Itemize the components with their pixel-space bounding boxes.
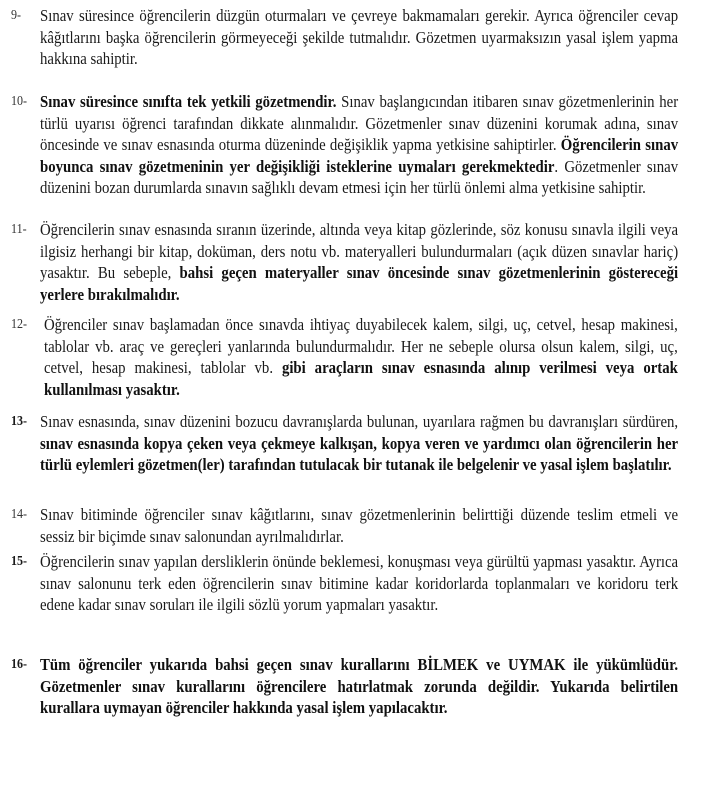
rule-number: 10- (11, 94, 28, 109)
rule-number: 11- (11, 222, 27, 237)
rule-text-bold: Tüm öğrenciler yukarıda bahsi geçen sınav kurallarını BİLMEK ve UYMAK ile yükümlüdür. Gözetmenler sınav kurallarını öğrencilere hatırlatmak zorunda değildir. Yukarıda belirtilen kurallara uymayan öğrenciler hakkında yasal işlem yapılacaktır. (40, 655, 679, 718)
rule-text-regular: Sınav bitiminde öğrenciler sınav kâğıtlarını, sınav gözetmenlerinin belirttiği düzende teslim etmeli ve sessiz bir biçimde sınav salonundan ayrılmalıdırlar. (40, 505, 679, 546)
rule-number: 9- (11, 8, 22, 23)
rule-text (40, 654, 678, 719)
rule-text-bold: gibi araçların sınav esnasında alınıp verilmesi veya ortak kullanılması yasaktır. (44, 358, 678, 399)
rule-number: 15- (11, 554, 28, 569)
rule-text-regular: . Gözetmenler sınav düzenini bozan durumlarda sınavın sağlıklı devam etmesi için her türlü önlemi alma yetkisine sahiptir. (40, 156, 679, 198)
rule-text-bold: sınav esnasında kopya çeken veya çekmeye kalkışan, kopya veren ve yardımcı olan öğrencilerin her türlü eylemleri gözetmen(ler) tarafından tutulacak bir tutanak ile belgelenir ve yasal işlem başlatılır. (40, 433, 679, 475)
rule-text (40, 219, 678, 305)
rule-text-regular: Sınav süresince öğrencilerin düzgün oturmaları ve çevreye bakmamaları gerekir. Ayrıca öğrenciler cevap kâğıtlarını başka öğrencilerin görmeyeceği şekilde tutmalıdır. Gözetmen uyarmaksızın yasal işlem yapma hakkına sahiptir. (40, 6, 679, 69)
rule-text (40, 5, 678, 70)
rule-text-bold: Sınav süresince sınıfta tek yetkili gözetmendir. (40, 92, 337, 111)
rule-text (44, 314, 678, 400)
rule-text-regular: Öğrencilerin sınav yapılan dersliklerin önünde beklemesi, konuşması veya gürültü yapması yasaktır. Ayrıca sınav salonunu terk eden öğrencilerin sınav bitimine kadar koridorlarda toplanmaları ve koridoru terk edene kadar sınav soruları ile ilgili sözlü yorum yapmaları yasaktır. (40, 552, 679, 615)
rule-text-bold: bahsi geçen materyaller sınav öncesinde sınav gözetmenlerinin göstereceği yerlere bırakılmalıdır. (40, 263, 679, 304)
rule-text-regular: Öğrenciler sınav başlamadan önce sınavda ihtiyaç duyabilecek kalem, silgi, uç, cetvel, hesap makinesi, tablolar vb. araç ve gereçleri yanlarında bulundurmalıdır. Her ne sebeple olursa olsun kalem, silgi, uç, cetvel, hesap makinesi, tablolar vb. (44, 315, 678, 378)
rule-text (40, 91, 678, 199)
rule-text-regular: Öğrencilerin sınav esnasında sıranın üzerinde, altında veya kitap gözlerinde, söz konusu sınavla ilgili veya ilgisiz herhangi bir kitap, doküman, ders notu vb. materyalleri bulundurmaları (açık düzen sınavlar hariç) yasaktır. Bu sebeple, (40, 220, 679, 283)
rule-number: 14- (11, 507, 28, 522)
rule-text (40, 551, 678, 616)
rule-text-regular: Sınav esnasında, sınav düzenini bozucu davranışlarda bulunan, uyarılara rağmen bu davranışları sürdüren, (40, 412, 679, 431)
rule-text-regular: Sınav başlangıcından itibaren sınav gözetmenlerinin her türlü uyarısı öğrenci tarafından dikkate alınmalıdır. Gözetmenler sınav düzenini korumak adına, sınav öncesinde ve sınav esnasında oturma düzeninde değişiklik yapma yetkisine sahiptirler. (40, 92, 679, 155)
rule-number: 16- (11, 657, 28, 672)
rule-text (40, 411, 678, 476)
rule-text-bold: Öğrencilerin sınav boyunca sınav gözetmeninin yer değişikliği isteklerine uymaları gerekmektedir (40, 135, 679, 176)
rule-text (40, 504, 678, 547)
rule-number: 13- (11, 414, 28, 429)
rule-number: 12- (11, 317, 28, 332)
